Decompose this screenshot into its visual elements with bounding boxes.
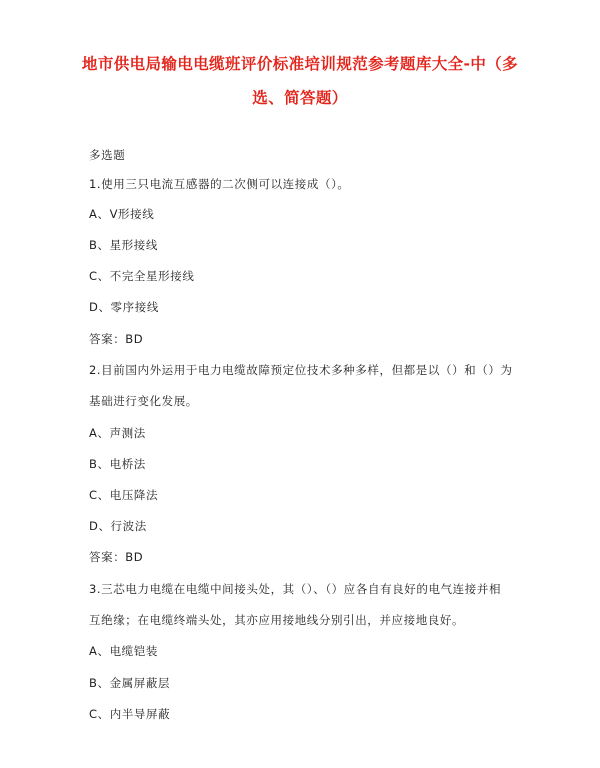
question-2-stem-line-1: 2.目前国内外运用于电力电缆故障预定位技术多种多样，但都是以（）和（）为 bbox=[89, 363, 513, 377]
question-3-option-c: C、内半导屏蔽 bbox=[89, 707, 171, 721]
question-1-answer: 答案：BD bbox=[89, 332, 144, 346]
question-2-stem-line-2: 基础进行变化发展。 bbox=[89, 394, 198, 408]
question-1-stem: 1.使用三只电流互感器的二次侧可以连接成（）。 bbox=[89, 177, 350, 191]
question-2-option-b: B、电桥法 bbox=[89, 457, 146, 471]
question-3-stem-line-1: 3.三芯电力电缆在电缆中间接头处，其（）、（）应各自有良好的电气连接并相 bbox=[89, 582, 502, 596]
document-title-line-1: 地市供电局输电电缆班评价标准培训规范参考题库大全-中（多 bbox=[81, 55, 519, 73]
question-1-option-a: A、V形接线 bbox=[89, 207, 155, 221]
question-2-option-c: C、电压降法 bbox=[89, 488, 159, 502]
question-1-option-b: B、星形接线 bbox=[89, 238, 158, 252]
question-2-answer: 答案：BD bbox=[89, 550, 144, 564]
question-3-option-a: A、电缆铠装 bbox=[89, 644, 158, 658]
document-title-line-2: 选、简答题） bbox=[252, 89, 348, 107]
question-2-option-a: A、声测法 bbox=[89, 426, 146, 440]
question-1-option-d: D、零序接线 bbox=[89, 300, 159, 314]
question-3-option-b: B、金属屏蔽层 bbox=[89, 676, 171, 690]
question-3-stem-line-2: 互绝缘；在电缆终端头处，其亦应用接地线分别引出，并应接地良好。 bbox=[89, 613, 465, 627]
section-heading: 多选题 bbox=[89, 148, 126, 162]
question-1-option-c: C、不完全星形接线 bbox=[89, 269, 195, 283]
question-2-option-d: D、行波法 bbox=[89, 519, 147, 533]
